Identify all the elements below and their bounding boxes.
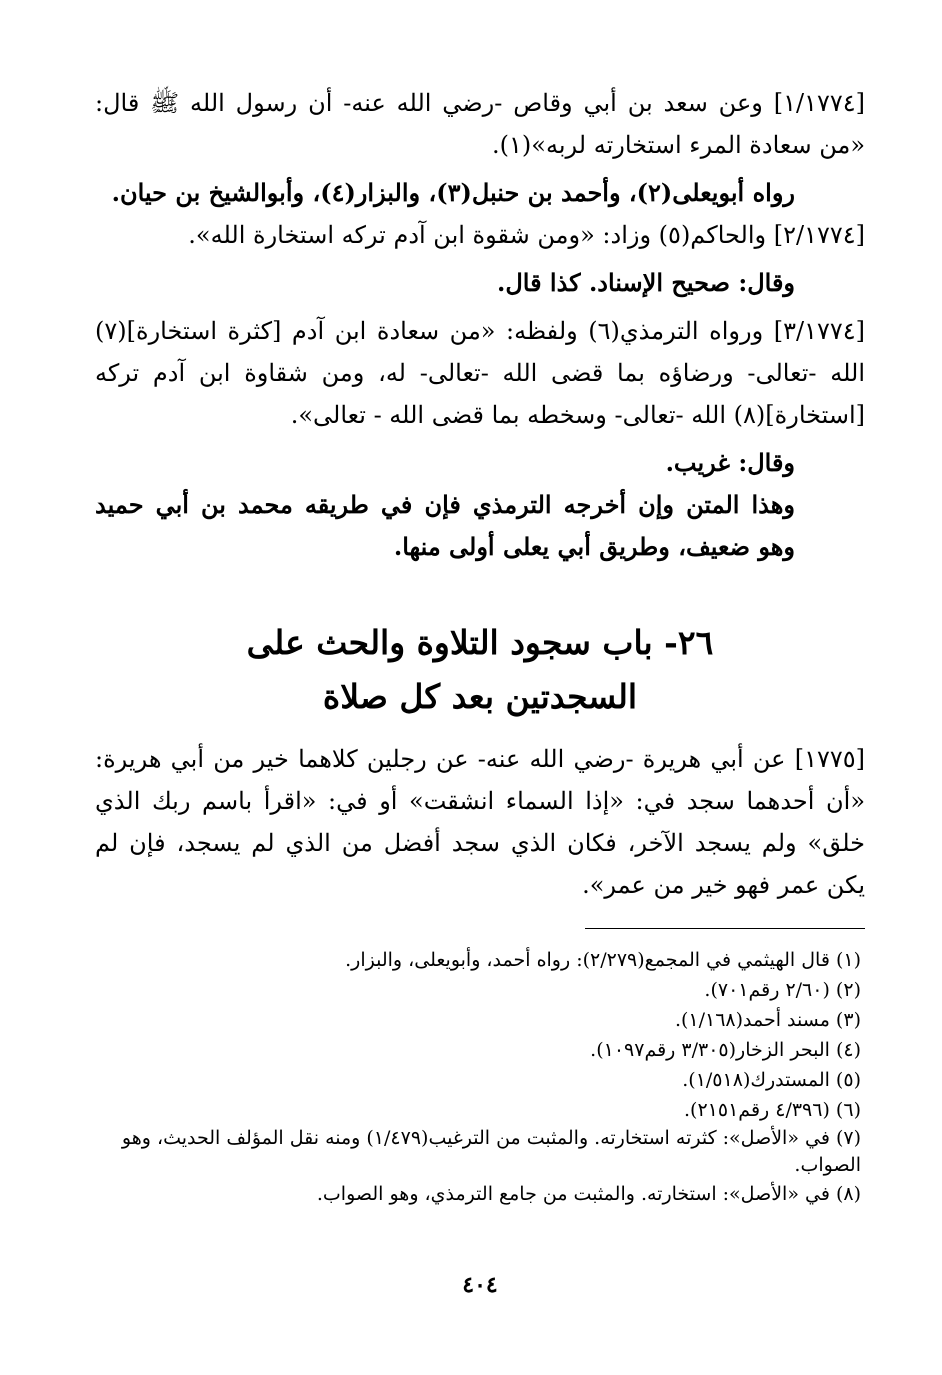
footnote: (٣) مسند أحمد(١/١٦٨).	[674, 1009, 861, 1031]
chapter-title-line-2: السجدتين بعد كل صلاة	[322, 677, 638, 716]
footnote: (٨) في «الأصل»: استخارته. والمثبت من جامع الترمذي، وهو الصواب.	[316, 1183, 861, 1205]
footnote: (٥) المستدرك(١/٥١٨).	[682, 1069, 861, 1091]
footnote: (٢) (٢/٦٠ رقم٧٠١).	[704, 979, 861, 1001]
chapter-title-line-1: ٢٦- باب سجود التلاوة والحث على	[246, 623, 714, 662]
hadith-1774-1: [١/١٧٧٤] وعن سعد بن أبي وقاص -رضي الله عنه- أن رسول الله ﷺ قال: «من سعادة المرء استخارته لربه»(١).	[95, 89, 865, 159]
footnotes	[95, 945, 865, 1209]
footnote: (٦) (٤/٣٩٦ رقم٢١٥١).	[684, 1099, 861, 1121]
page-number: ٤٠٤	[462, 1272, 498, 1298]
hadith-1774-tirmidhi-grading: وقال: غريب.	[665, 448, 795, 477]
footnote: (٧) في «الأصل»: كثرته استخارته. والمثبت من الترغيب(١/٤٧٩) ومنه نقل المؤلف الحديث، وهو الصواب.	[121, 1127, 861, 1176]
footnote: (٤) البحر الزخار(٣/٣٠٥ رقم١٠٩٧).	[590, 1039, 861, 1061]
hadith-1774-2: [٢/١٧٧٤] والحاكم(٥) وزاد: «ومن شقوة ابن آدم تركه استخارة الله».	[188, 221, 865, 249]
hadith-1774-sources: رواه أبويعلى(٢)، وأحمد بن حنبل(٣)، والبزار(٤)، وأبوالشيخ بن حيان.	[111, 178, 795, 207]
hadith-1775: [١٧٧٥] عن أبي هريرة -رضي الله عنه- عن رجلين كلاهما خير من أبي هريرة: «أن أحدهما سجد في: «إذا السماء انشقت» أو في: «اقرأ باسم ربك الذي خلق» ولم يسجد الآخر، فكان الذي سجد أفضل من الذي لم يسجد، فإن لم يكن عمر فهو خير من عمر».	[95, 745, 866, 899]
footnote-divider	[585, 928, 865, 929]
book-page	[95, 82, 865, 1342]
author-comment: وهذا المتن وإن أخرجه الترمذي فإن في طريقه محمد بن أبي حميد وهو ضعيف، وطريق أبي يعلى أولى منها.	[95, 490, 795, 561]
hadith-1774-grading: وقال: صحيح الإسناد. كذا قال.	[496, 268, 795, 297]
footnote: (١) قال الهيثمي في المجمع(٢/٢٧٩): رواه أحمد، وأبويعلى، والبزار.	[345, 949, 861, 971]
hadith-1774-3: [٣/١٧٧٤] ورواه الترمذي(٦) ولفظه: «من سعادة ابن آدم [كثرة استخارة](٧) الله -تعالى- ورضاؤه بما قضى الله -تعالى- له، ومن شقاوة ابن آدم تركه [استخارة](٨) الله -تعالى- وسخطه بما قضى الله - تعالى».	[95, 317, 865, 429]
